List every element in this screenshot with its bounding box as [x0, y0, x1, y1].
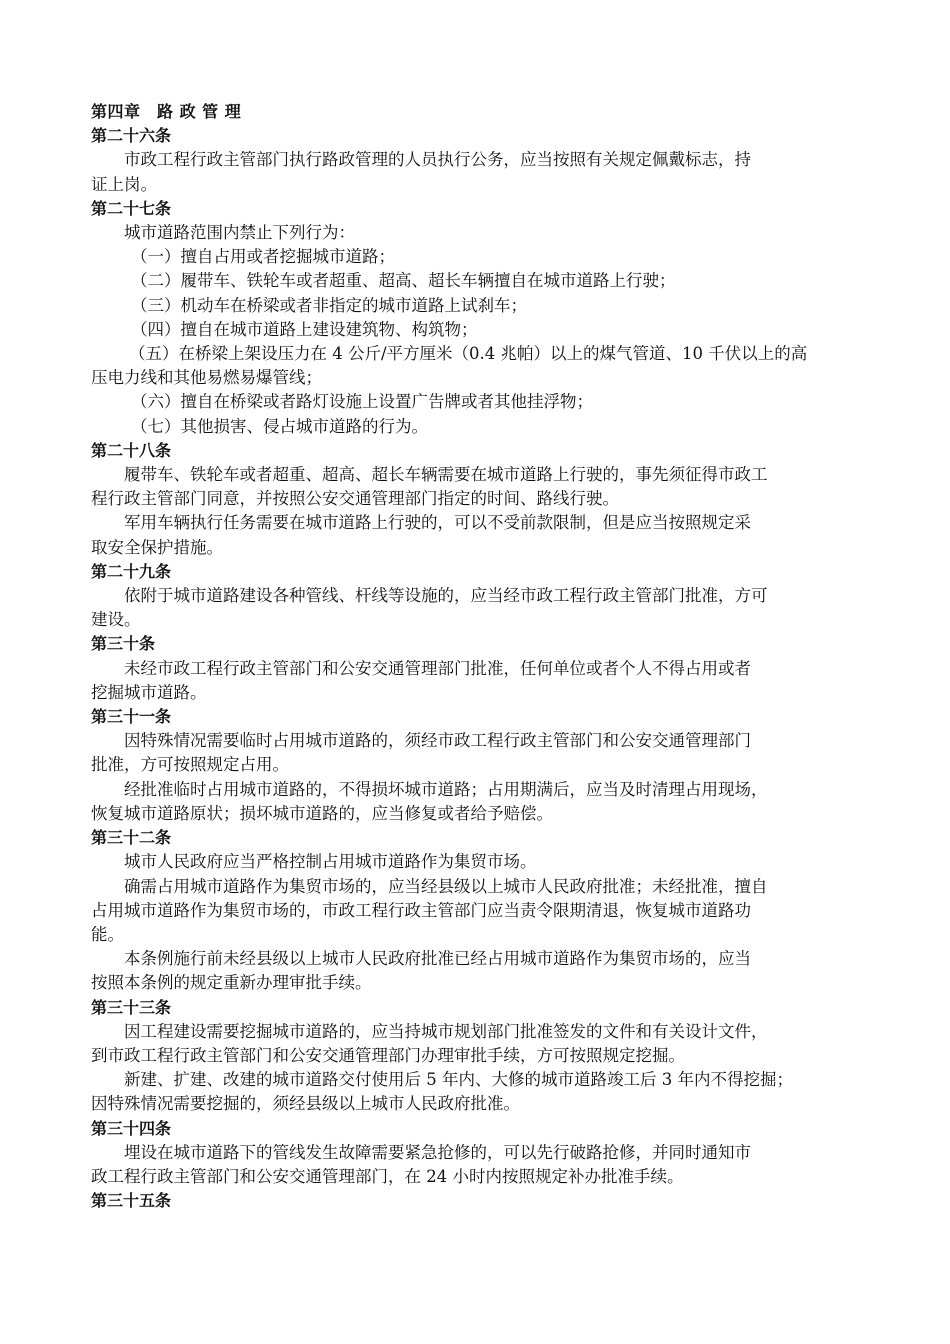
article-text-line: 因特殊情况需要临时占用城市道路的，须经市政工程行政主管部门和公安交通管理部门: [124, 731, 751, 751]
article-text-line: 按照本条例的规定重新办理审批手续。: [91, 973, 372, 993]
article-section: [91, 439, 861, 560]
chapter-title: 第四章 路 政 管 理: [91, 102, 242, 121]
article-text-line: 建设。: [91, 610, 141, 630]
article-text-line: 因特殊情况需要挖掘的，须经县级以上城市人民政府批准。: [91, 1094, 520, 1114]
article-text-line: 未经市政工程行政主管部门和公安交通管理部门批准，任何单位或者个人不得占用或者: [124, 658, 751, 678]
article-text-line: 本条例施行前未经县级以上城市人民政府批准已经占用城市道路作为集贸市场的，应当: [124, 949, 751, 969]
article-text-line: 占用城市道路作为集贸市场的，市政工程行政主管部门应当责令限期清退，恢复城市道路功: [91, 900, 751, 920]
article-text-line: 新建、扩建、改建的城市道路交付使用后 5 年内、大修的城市道路竣工后 3 年内不得挖掘；: [124, 1070, 793, 1090]
article-section: [91, 124, 861, 197]
article-heading: 第二十六条: [91, 126, 172, 146]
article-text-line: （三）机动车在桥梁或者非指定的城市道路上试刹车；: [131, 295, 527, 315]
article-text-line: 证上岗。: [91, 174, 157, 194]
article-text-line: 依附于城市道路建设各种管线、杆线等设施的，应当经市政工程行政主管部门批准，方可: [124, 586, 768, 606]
article-text-line: （七）其他损害、侵占城市道路的行为。: [131, 416, 428, 436]
article-text-line: 城市人民政府应当严格控制占用城市道路作为集贸市场。: [124, 852, 537, 872]
article-heading: 第二十七条: [91, 198, 172, 218]
article-section: [91, 1189, 861, 1213]
article-heading: 第三十一条: [91, 707, 172, 727]
article-text-line: （五）在桥梁上架设压力在 4 公斤/平方厘米（0.4 兆帕）以上的煤气管道、10 千伏以上的高: [129, 344, 808, 364]
article-text-line: 恢复城市道路原状；损坏城市道路的，应当修复或者给予赔偿。: [91, 803, 553, 823]
article-text-line: 确需占用城市道路作为集贸市场的，应当经县级以上城市人民政府批准；未经批准，擅自: [124, 876, 768, 896]
article-section: [91, 826, 861, 995]
article-text-line: 军用车辆执行任务需要在城市道路上行驶的，可以不受前款限制，但是应当按照规定采: [124, 513, 751, 533]
article-text-line: （一）擅自占用或者挖掘城市道路；: [131, 247, 395, 267]
article-section: [91, 632, 861, 705]
article-heading: 第三十四条: [91, 1118, 172, 1138]
article-heading: 第二十九条: [91, 561, 172, 581]
article-text-line: （四）擅自在城市道路上建设建筑物、构筑物；: [131, 319, 478, 339]
article-text-line: （二）履带车、铁轮车或者超重、超高、超长车辆擅自在城市道路上行驶；: [131, 271, 676, 291]
document-page: [91, 100, 861, 1213]
article-text-line: 因工程建设需要挖掘城市道路的，应当持城市规划部门批准签发的文件和有关设计文件，: [124, 1021, 768, 1041]
article-text-line: 批准，方可按照规定占用。: [91, 755, 289, 775]
article-section: [91, 996, 861, 1117]
article-text-line: 压电力线和其他易燃易爆管线；: [91, 368, 322, 388]
article-heading: 第二十八条: [91, 440, 172, 460]
article-text-line: 到市政工程行政主管部门和公安交通管理部门办理审批手续，方可按照规定挖掘。: [91, 1045, 685, 1065]
article-text-line: 能。: [91, 924, 124, 944]
article-text-line: 履带车、铁轮车或者超重、超高、超长车辆需要在城市道路上行驶的，事先须征得市政工: [124, 465, 768, 485]
article-text-line: 政工程行政主管部门和公安交通管理部门，在 24 小时内按照规定补办批准手续。: [91, 1166, 684, 1186]
article-text-line: 取安全保护措施。: [91, 537, 223, 557]
article-text-line: 埋设在城市道路下的管线发生故障需要紧急抢修的，可以先行破路抢修，并同时通知市: [124, 1142, 751, 1162]
article-section: [91, 560, 861, 633]
article-text-line: 挖掘城市道路。: [91, 682, 207, 702]
article-section: [91, 705, 861, 826]
article-text-line: 程行政主管部门同意，并按照公安交通管理部门指定的时间、路线行驶。: [91, 489, 619, 509]
article-text-line: 市政工程行政主管部门执行路政管理的人员执行公务，应当按照有关规定佩戴标志，持: [124, 150, 751, 170]
article-text-line: 经批准临时占用城市道路的，不得损坏城市道路；占用期满后，应当及时清理占用现场，: [124, 779, 768, 799]
article-heading: 第三十条: [91, 634, 156, 654]
article-heading: 第三十二条: [91, 828, 172, 848]
article-text-line: 城市道路范围内禁止下列行为：: [124, 223, 355, 243]
article-section: [91, 197, 861, 439]
article-text-line: （六）擅自在桥梁或者路灯设施上设置广告牌或者其他挂浮物；: [131, 392, 593, 412]
article-list: [91, 124, 861, 1213]
article-section: [91, 1117, 861, 1190]
article-heading: 第三十三条: [91, 997, 172, 1017]
article-heading: 第三十五条: [91, 1191, 172, 1211]
